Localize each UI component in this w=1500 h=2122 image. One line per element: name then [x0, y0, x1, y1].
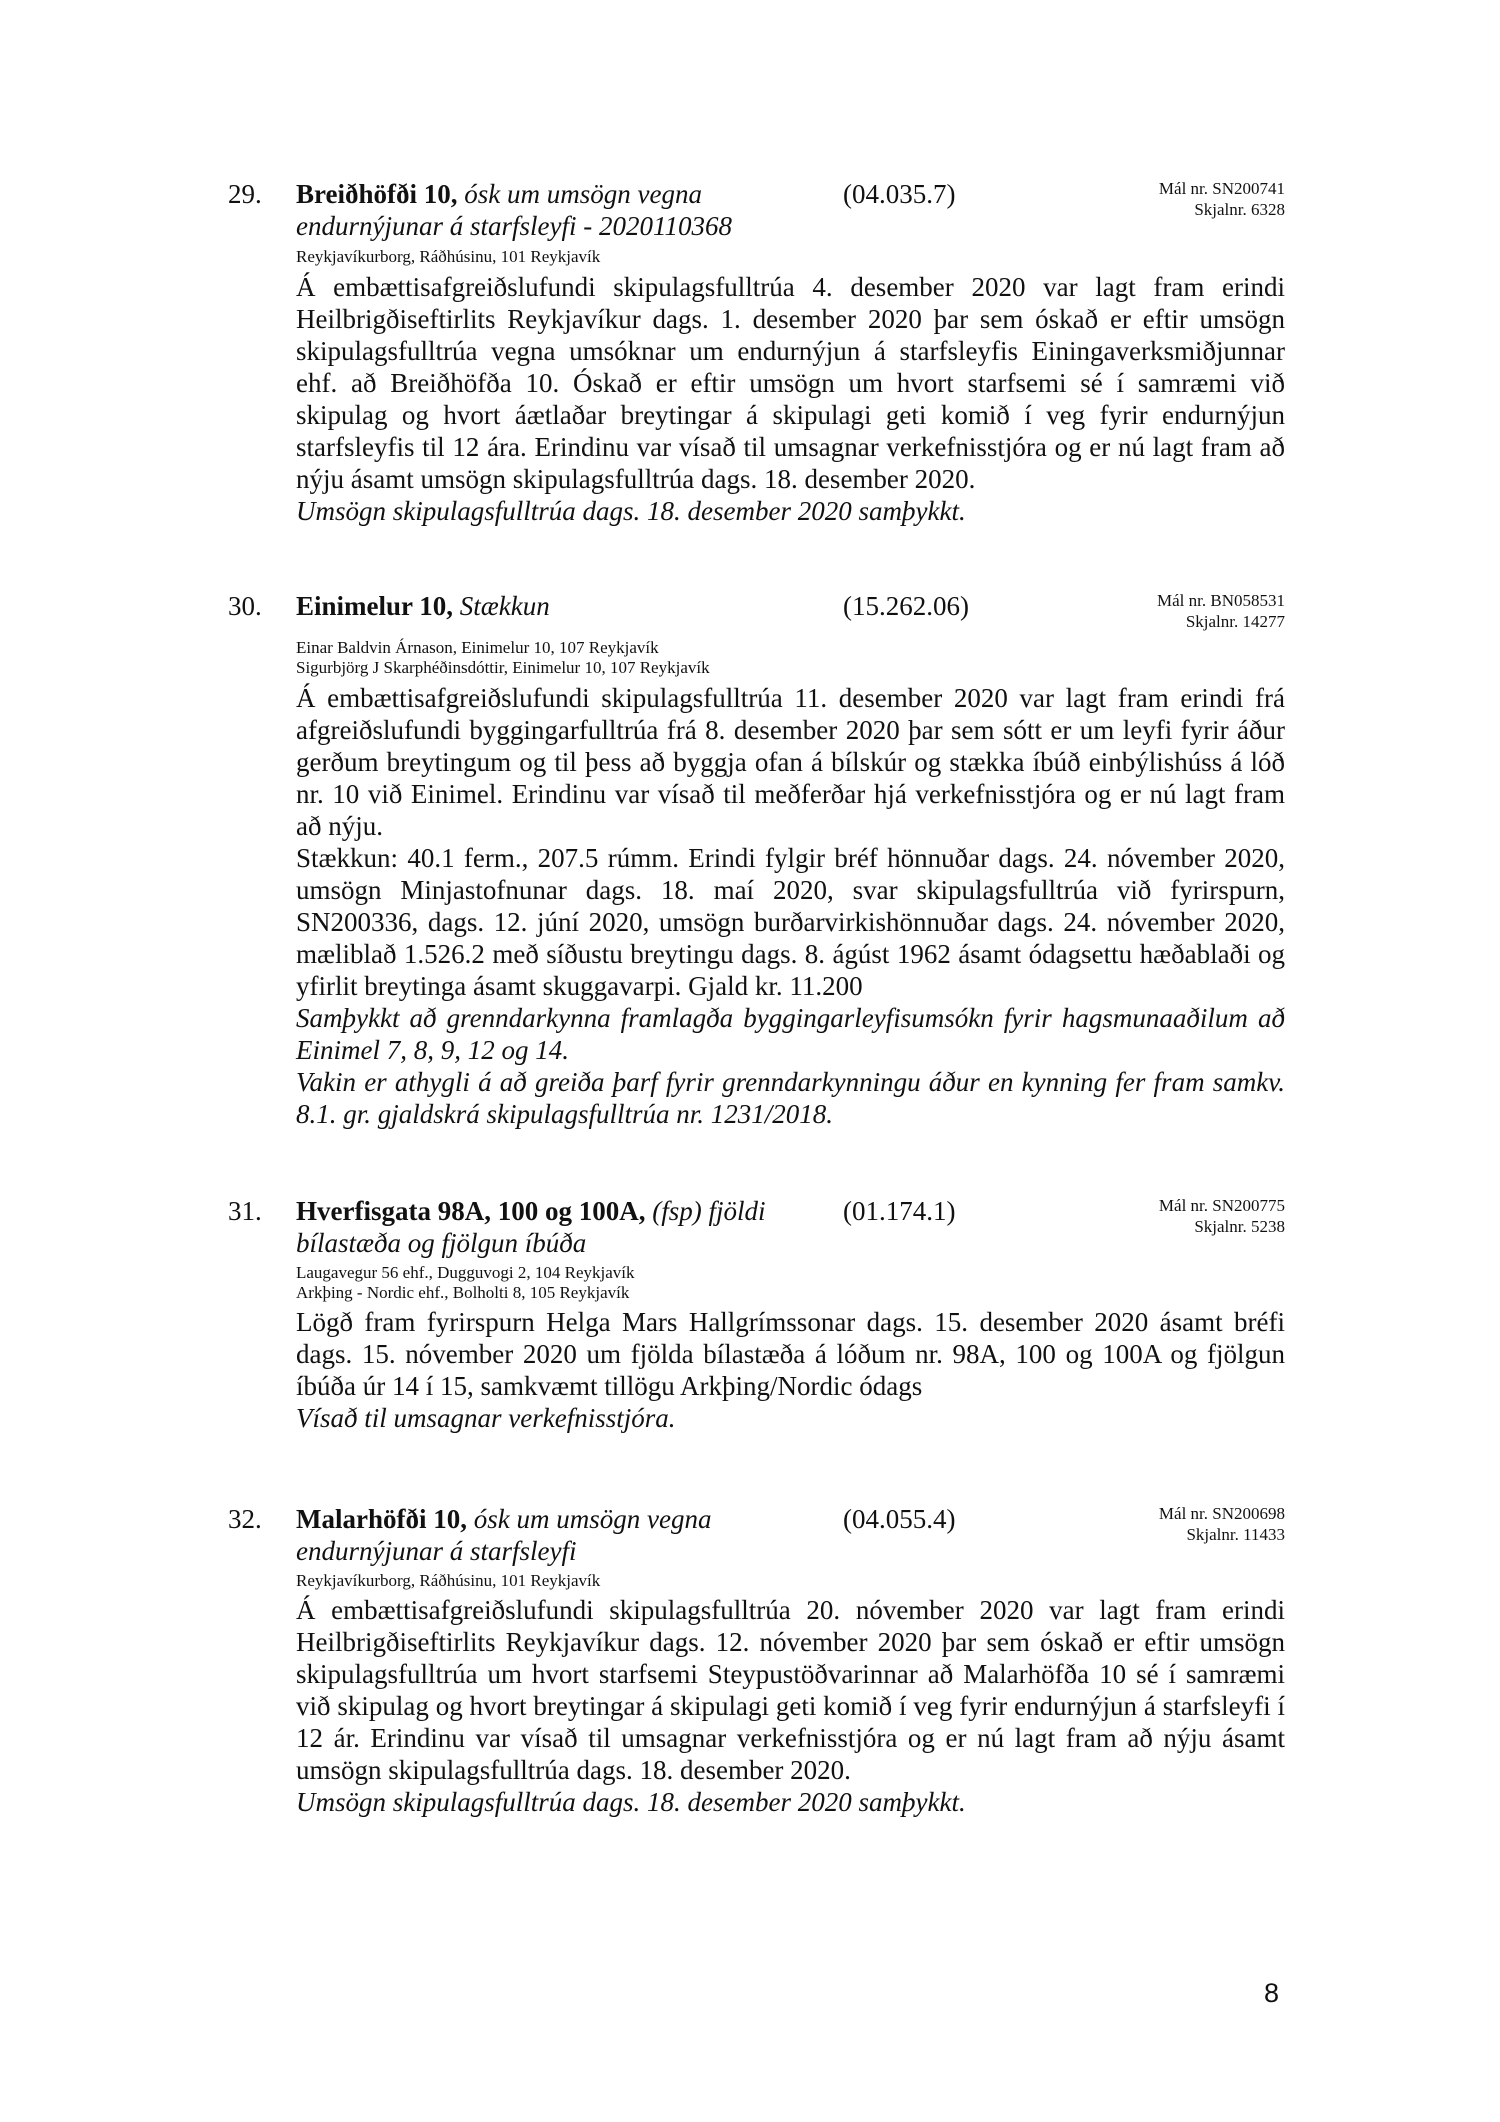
- item-description-details: Stækkun: 40.1 ferm., 207.5 rúmm. Erindi fylgir bréf hönnuðar dags. 24. nóvember 2020, umsögn Minjastofnunar dags. 18. maí 2020, svar skipulagsfulltrúa við fyrirspurn, SN200336, dags. 12. júní 2020, umsögn burðarvirkishönnuðar dags. 24. nóvember 2020, mæliblað 1.526.2 með síðustu breytingu dags. 8. ágúst 1962 ásamt ódagsettu hæðablaði og yfirlit breytinga ásamt skuggavarpi. Gjald kr. 11.200: [296, 843, 1285, 1001]
- party: Arkþing - Nordic ehf., Bolholti 8, 105 Reykjavík: [296, 1283, 630, 1302]
- item-land-code: (04.035.7): [843, 179, 956, 209]
- item-heading: [296, 178, 796, 242]
- item-number: 31.: [228, 1196, 262, 1226]
- item-body: [296, 1306, 1285, 1434]
- item-number: 30.: [228, 591, 262, 621]
- item-subject-continued: endurnýjunar á starfsleyfi: [296, 1536, 577, 1566]
- item-description: Á embættisafgreiðslufundi skipulagsfulltrúa 4. desember 2020 var lagt fram erindi Heilbrigðiseftirlits Reykjavíkur dags. 1. desember 2020 þar sem óskað er eftir umsögn skipulagsfulltrúa vegna umsóknar um endurnýjun á starfsleyfis Einingaverksmiðjunnar ehf. að Breiðhöfða 10. Óskað er eftir umsögn um hvort starfsemi sé í samræmi við skipulag og hvort áætlaðar breytingar á skipulagi geti komið í veg fyrir endurnýjun starfsleyfis til 12 ára. Erindinu var vísað til umsagnar verkefnisstjóra og er nú lagt fram að nýju ásamt umsögn skipulagsfulltrúa dags. 18. desember 2020.: [296, 272, 1285, 494]
- item-subject: ósk um umsögn vegna: [473, 1504, 712, 1534]
- item-decision: Umsögn skipulagsfulltrúa dags. 18. desember 2020 samþykkt.: [296, 1787, 966, 1817]
- item-land-code: (15.262.06): [843, 591, 969, 621]
- item-subject: ósk um umsögn vegna: [464, 179, 702, 209]
- item-parties: [296, 638, 710, 678]
- party: Reykjavíkurborg, Ráðhúsinu, 101 Reykjavík: [296, 247, 601, 266]
- item-description: Á embættisafgreiðslufundi skipulagsfulltrúa 11. desember 2020 var lagt fram erindi frá afgreiðslufundi byggingarfulltrúa frá 8. desember 2020 þar sem sótt er um leyfi fyrir áður gerðum breytingum og til þess að byggja ofan á bílskúr og stækka íbúð einbýlishúss á lóð nr. 10 við Einimel. Erindinu var vísað til meðferðar hjá verkefnisstjóra og er nú lagt fram að nýju.: [296, 683, 1285, 841]
- item-heading: [296, 1503, 796, 1567]
- party: Laugavegur 56 ehf., Dugguvogi 2, 104 Reykjavík: [296, 1263, 635, 1282]
- case-number: Mál nr. SN200775: [1158, 1196, 1285, 1215]
- document-number: Skjalnr. 6328: [1194, 200, 1285, 219]
- item-land-code: (04.055.4): [843, 1504, 956, 1534]
- item-land-code: (01.174.1): [843, 1196, 956, 1226]
- page-number: 8: [1264, 1978, 1280, 2008]
- item-body: [296, 271, 1285, 527]
- item-decision: Umsögn skipulagsfulltrúa dags. 18. desember 2020 samþykkt.: [296, 496, 966, 526]
- item-body: [296, 1594, 1285, 1818]
- item-parties: [296, 247, 600, 267]
- item-heading: [296, 590, 796, 622]
- item-number: 32.: [228, 1504, 262, 1534]
- item-subject: (fsp) fjöldi: [652, 1196, 766, 1226]
- item-reference: [1159, 178, 1285, 220]
- item-reference: [1159, 1503, 1285, 1545]
- item-subject-continued: endurnýjunar á starfsleyfi - 2020110368: [296, 211, 732, 241]
- item-decision: Samþykkt að grenndarkynna framlagða byggingarleyfisumsókn fyrir hagsmunaaðilum að Einimel 7, 8, 9, 12 og 14.: [296, 1003, 1285, 1065]
- item-parties: [296, 1571, 600, 1591]
- item-title: Einimelur 10,: [296, 591, 454, 621]
- item-number: 29.: [228, 179, 262, 209]
- item-heading: [296, 1195, 796, 1259]
- document-number: Skjalnr. 5238: [1194, 1217, 1285, 1236]
- item-decision: Vísað til umsagnar verkefnisstjóra.: [296, 1403, 676, 1433]
- item-description: Á embættisafgreiðslufundi skipulagsfulltrúa 20. nóvember 2020 var lagt fram erindi Heilbrigðiseftirlits Reykjavíkur dags. 12. nóvember 2020 þar sem óskað er eftir umsögn skipulagsfulltrúa um hvort starfsemi Steypustöðvarinnar að Malarhöfða 10 sé í samræmi við skipulag og hvort breytingar á skipulagi geti komið í veg fyrir endurnýjun á starfsleyfi í 12 ár. Erindinu var vísað til umsagnar verkefnisstjóra og er nú lagt fram að nýju ásamt umsögn skipulagsfulltrúa dags. 18. desember 2020.: [296, 1595, 1285, 1785]
- party: Einar Baldvin Árnason, Einimelur 10, 107 Reykjavík: [296, 638, 659, 657]
- item-parties: [296, 1263, 635, 1303]
- party: Sigurbjörg J Skarphéðinsdóttir, Einimelur 10, 107 Reykjavík: [296, 658, 710, 677]
- case-number: Mál nr. BN058531: [1157, 591, 1285, 610]
- item-subject: Stækkun: [459, 591, 550, 621]
- item-reference: [1157, 590, 1285, 632]
- item-title: Hverfisgata 98A, 100 og 100A,: [296, 1196, 646, 1226]
- item-decision-note: Vakin er athygli á að greiða þarf fyrir grenndarkynningu áður en kynning fer fram samkv. 8.1. gr. gjaldskrá skipulagsfulltrúa nr. 1231/2018.: [296, 1067, 1285, 1129]
- case-number: Mál nr. SN200698: [1158, 1504, 1285, 1523]
- item-title: Malarhöfði 10,: [296, 1504, 467, 1534]
- item-description: Lögð fram fyrirspurn Helga Mars Hallgrímssonar dags. 15. desember 2020 ásamt bréfi dags. 15. nóvember 2020 um fjölda bílastæða á lóðum nr. 98A, 100 og 100A og fjölgun íbúða úr 14 í 15, samkvæmt tillögu Arkþing/Nordic ódags: [296, 1307, 1285, 1401]
- item-subject-continued: bílastæða og fjölgun íbúða: [296, 1228, 587, 1258]
- item-reference: [1159, 1195, 1285, 1237]
- case-number: Mál nr. SN200741: [1158, 179, 1285, 198]
- document-number: Skjalnr. 14277: [1185, 612, 1285, 631]
- item-title: Breiðhöfði 10,: [296, 179, 458, 209]
- item-body: [296, 682, 1285, 1130]
- document-number: Skjalnr. 11433: [1186, 1525, 1285, 1544]
- party: Reykjavíkurborg, Ráðhúsinu, 101 Reykjavík: [296, 1571, 601, 1590]
